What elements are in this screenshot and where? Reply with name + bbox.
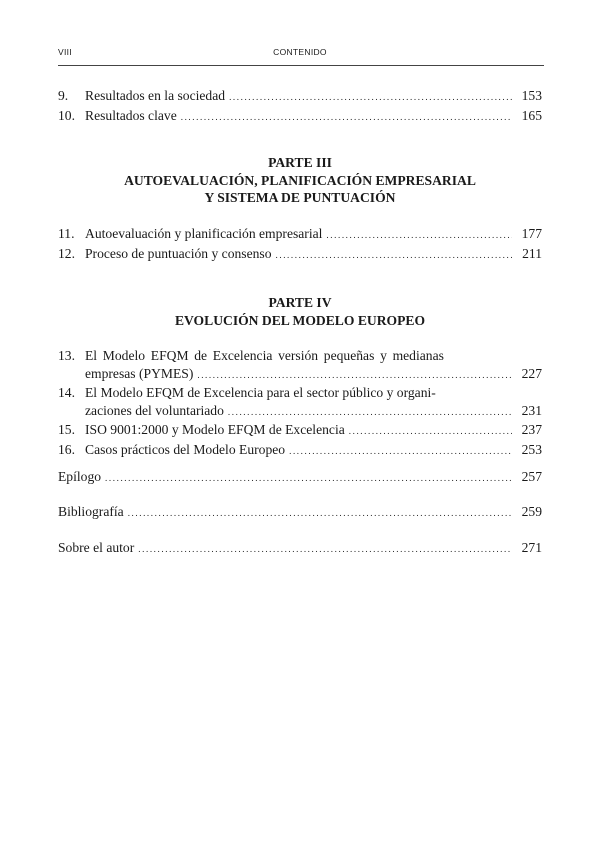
entry-number: 16. (58, 441, 75, 457)
header-rule (58, 65, 544, 66)
dot-leader (228, 404, 512, 422)
toc-entry-11 (58, 225, 542, 245)
dot-leader (326, 227, 512, 245)
dot-leader (349, 423, 512, 441)
entry-title-line-2: zaciones del voluntariado (85, 402, 224, 418)
entry-page: 257 (521, 469, 542, 484)
entry-page: 237 (521, 422, 542, 438)
dot-leader (276, 247, 513, 265)
entry-title: Proceso de puntuación y consenso (85, 245, 272, 261)
page-folio: VIII (58, 47, 72, 57)
entry-page: 231 (521, 402, 542, 418)
dot-leader (181, 109, 512, 127)
running-title: CONTENIDO (273, 47, 327, 57)
entry-number: 13. (58, 348, 75, 363)
toc-entry-bibliography (58, 503, 542, 523)
entry-title: Casos prácticos del Modelo Europeo (85, 441, 286, 457)
dot-leader (128, 505, 512, 523)
entry-number: 15. (58, 422, 75, 438)
entry-number: 11. (58, 226, 75, 241)
entry-page: 211 (522, 245, 542, 261)
dot-leader (229, 89, 512, 107)
entry-page: 259 (521, 504, 542, 519)
entry-title-line-1: El Modelo EFQM de Excelencia para el sector público y organi- (85, 385, 436, 401)
toc-entry-14 (58, 384, 542, 421)
entry-title: Resultados en la sociedad (85, 88, 226, 103)
dot-leader (138, 541, 512, 559)
entry-page: 227 (521, 365, 542, 381)
entry-title: ISO 9001:2000 y Modelo EFQM de Excelencia (85, 422, 345, 438)
entry-title: Autoevaluación y planificación empresarial (85, 226, 323, 241)
entry-page: 153 (521, 88, 542, 103)
toc-entry-10 (58, 107, 542, 127)
toc-entry-15 (58, 421, 542, 441)
entry-title: Sobre el autor (58, 540, 135, 555)
entry-page: 165 (521, 107, 542, 123)
entry-number: 12. (58, 245, 75, 261)
part-3-heading (58, 154, 542, 207)
entry-number: 10. (58, 107, 75, 123)
entry-page: 271 (521, 540, 542, 555)
entry-number: 9. (58, 88, 69, 103)
dot-leader (289, 443, 512, 461)
part-3-title-line-1: AUTOEVALUACIÓN, PLANIFICACIÓN EMPRESARIAL (124, 172, 476, 188)
toc-entry-16 (58, 441, 542, 461)
toc-entry-13 (58, 347, 542, 384)
entry-page: 177 (521, 226, 542, 241)
part-4-label: PARTE IV (268, 295, 332, 310)
entry-title: Resultados clave (85, 107, 177, 123)
toc-block-self-assessment (58, 225, 542, 264)
toc-block-evolution (58, 347, 542, 461)
toc-entry-12 (58, 245, 542, 265)
toc-entry-about-author (58, 539, 542, 559)
toc-block-results (58, 87, 542, 126)
entry-title-line-2: empresas (PYMES) (85, 365, 194, 381)
part-4-heading (58, 294, 542, 329)
toc-entry-9 (58, 87, 542, 107)
entry-title-line-1: El Modelo EFQM de Excelencia versión pequeñas y medianas (85, 348, 444, 363)
part-4-title: EVOLUCIÓN DEL MODELO EUROPEO (174, 312, 426, 328)
dot-leader (197, 367, 512, 385)
part-3-title-line-2: Y SISTEMA DE PUNTUACIÓN (204, 190, 396, 206)
entry-title: Bibliografía (58, 504, 124, 519)
part-3-label: PARTE III (268, 155, 332, 170)
toc-entry-epilogue (58, 468, 542, 488)
entry-title: Epílogo (58, 469, 102, 484)
entry-number: 14. (58, 385, 75, 401)
dot-leader (105, 470, 512, 488)
entry-page: 253 (521, 441, 542, 457)
